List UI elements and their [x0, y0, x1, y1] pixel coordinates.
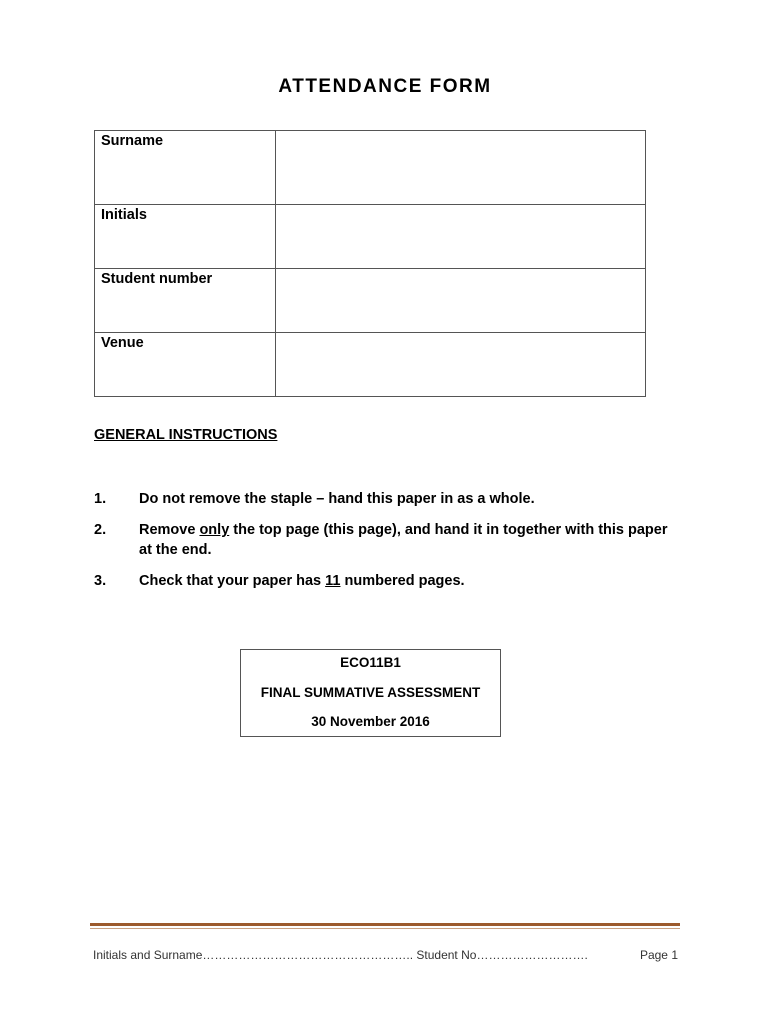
form-row-initials	[95, 205, 646, 269]
instruction-text-part: the top page (this page), and hand it in together with this paper at the end.	[139, 522, 668, 558]
footer-divider-thin	[90, 928, 680, 929]
form-row-surname	[95, 131, 646, 205]
page-title: ATTENDANCE FORM	[278, 76, 492, 97]
student-number-label: Student number	[95, 269, 276, 333]
assessment-name: FINAL SUMMATIVE ASSESSMENT	[260, 685, 481, 700]
venue-field[interactable]	[276, 333, 646, 397]
attendance-form-table	[94, 130, 646, 397]
course-info-box	[240, 649, 501, 737]
form-row-student-number	[95, 269, 646, 333]
instructions-heading: GENERAL INSTRUCTIONS	[94, 427, 278, 443]
instruction-text	[139, 571, 669, 591]
instruction-number: 1.	[94, 491, 107, 507]
assessment-date: 30 November 2016	[311, 714, 430, 729]
footer-signature-line: Initials and Surname…………………………………………….. Student No……………………….	[93, 948, 588, 962]
instruction-text-part: Check that your paper has	[139, 573, 326, 589]
initials-label: Initials	[95, 205, 276, 269]
page-number: Page 1	[639, 948, 678, 962]
footer-divider	[90, 923, 680, 926]
instruction-text-part: Remove	[139, 522, 200, 538]
instruction-text	[139, 520, 669, 560]
course-code: ECO11B1	[340, 655, 401, 670]
student-number-field[interactable]	[276, 269, 646, 333]
instruction-text-part: numbered pages.	[340, 573, 465, 589]
venue-label: Venue	[95, 333, 276, 397]
initials-field[interactable]	[276, 205, 646, 269]
instruction-text: Do not remove the staple – hand this paper in as a whole.	[139, 491, 535, 507]
surname-label: Surname	[95, 131, 276, 205]
instruction-emphasis: only	[199, 522, 230, 538]
instruction-number: 2.	[94, 522, 107, 538]
instruction-emphasis: 11	[325, 573, 341, 589]
surname-field[interactable]	[276, 131, 646, 205]
instruction-number: 3.	[94, 573, 107, 589]
form-row-venue	[95, 333, 646, 397]
